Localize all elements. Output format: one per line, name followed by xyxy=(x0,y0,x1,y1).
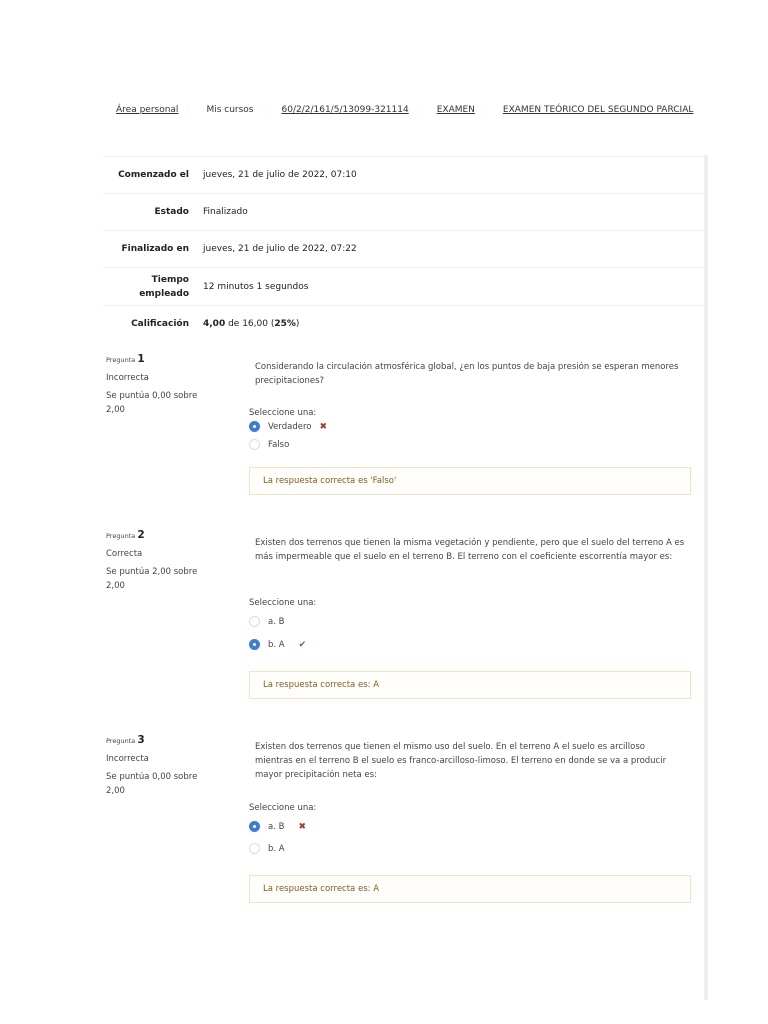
radio-unselected[interactable] xyxy=(249,616,260,627)
check-icon: ✔ xyxy=(298,639,307,650)
grade-close: ) xyxy=(295,319,300,329)
radio-selected[interactable] xyxy=(249,639,260,650)
started-label: Comenzado el xyxy=(118,170,189,180)
question-info xyxy=(106,528,206,593)
breadcrumb-course[interactable]: 60/2/2/161/5/13099-321114 xyxy=(281,105,409,115)
select-one-label: Seleccione una: xyxy=(249,408,317,418)
question-number: Pregunta 3 xyxy=(106,734,145,746)
question-number: Pregunta 1 xyxy=(106,353,145,365)
question-points: Se puntúa 2,00 sobre 2,00 xyxy=(106,567,198,591)
answer-option[interactable] xyxy=(249,421,327,432)
state-label: Estado xyxy=(154,207,189,217)
answer-option[interactable] xyxy=(249,639,306,650)
question-text: Existen dos terrenos que tienen el mismo uso del suelo. En el terreno A el suelo es arcilloso mientras en el terreno B el suelo es franco-arcilloso-limoso. El terreno en donde se va a producir mayor precipitación neta es: xyxy=(255,742,667,780)
answer-option[interactable] xyxy=(249,616,284,627)
time-value: 12 minutos 1 segundos xyxy=(203,281,309,292)
option-label: b. A xyxy=(268,639,285,650)
answer-option[interactable] xyxy=(249,821,306,832)
question-info xyxy=(106,733,206,798)
summary-row-time xyxy=(103,268,704,306)
grade-score: 4,00 xyxy=(203,319,226,329)
breadcrumb-separator xyxy=(417,102,423,118)
breadcrumb-separator xyxy=(186,102,192,118)
question-status: Incorrecta xyxy=(106,754,149,764)
breadcrumb-examen-teorico[interactable]: EXAMEN TEÓRICO DEL SEGUNDO PARCIAL xyxy=(502,105,694,115)
summary-row-started xyxy=(103,157,704,194)
correct-answer-feedback: La respuesta correcta es 'Falso' xyxy=(249,467,691,495)
grade-value xyxy=(203,319,299,329)
correct-answer-feedback: La respuesta correcta es: A xyxy=(249,671,691,699)
finished-value: jueves, 21 de julio de 2022, 07:22 xyxy=(203,244,357,254)
breadcrumb-area-personal[interactable]: Área personal xyxy=(116,105,179,115)
radio-unselected[interactable] xyxy=(249,439,260,450)
answer-option[interactable] xyxy=(249,439,289,450)
question-points: Se puntúa 0,00 sobre 2,00 xyxy=(106,772,198,796)
question-status: Incorrecta xyxy=(106,373,149,383)
radio-selected[interactable] xyxy=(249,821,260,832)
breadcrumb-separator xyxy=(262,102,268,118)
answer-option[interactable] xyxy=(249,843,285,854)
breadcrumb-mis-cursos[interactable]: Mis cursos xyxy=(206,105,254,115)
breadcrumb xyxy=(116,102,693,118)
started-value: jueves, 21 de julio de 2022, 07:10 xyxy=(203,170,357,180)
cross-icon: ✖ xyxy=(319,421,328,432)
attempt-summary-table xyxy=(103,156,704,342)
option-label: Falso xyxy=(268,439,290,450)
question-info xyxy=(106,352,206,417)
grade-of: de 16,00 ( xyxy=(225,319,275,329)
summary-row-state xyxy=(103,194,704,231)
correct-answer-feedback: La respuesta correcta es: A xyxy=(249,875,691,903)
option-label: a. B xyxy=(268,821,285,832)
select-one-label: Seleccione una: xyxy=(249,598,317,608)
radio-unselected[interactable] xyxy=(249,843,260,854)
option-label: a. B xyxy=(268,616,285,627)
question-text: Existen dos terrenos que tienen la misma vegetación y pendiente, pero que el suelo del terreno A es más impermeable que el suelo en el terreno B. El terreno con el coeficiente escorrentía mayor es: xyxy=(255,538,685,562)
state-value: Finalizado xyxy=(203,207,248,217)
grade-label: Calificación xyxy=(131,319,189,329)
summary-row-finished xyxy=(103,231,704,268)
summary-row-grade xyxy=(103,306,704,342)
radio-selected[interactable] xyxy=(249,421,260,432)
option-label: Verdadero xyxy=(268,421,312,432)
content-right-border xyxy=(704,155,708,1000)
option-label: b. A xyxy=(268,843,285,854)
breadcrumb-examen[interactable]: EXAMEN xyxy=(436,105,475,115)
cross-icon: ✖ xyxy=(298,821,306,832)
question-number: Pregunta 2 xyxy=(106,529,145,541)
time-label: Tiempo empleado xyxy=(139,274,189,299)
select-one-label: Seleccione una: xyxy=(249,803,317,813)
finished-label: Finalizado en xyxy=(121,244,189,254)
grade-percent: 25% xyxy=(274,319,296,329)
question-text: Considerando la circulación atmosférica global, ¿en los puntos de baja presión se esperan menores precipitaciones? xyxy=(255,362,679,386)
question-points: Se puntúa 0,00 sobre 2,00 xyxy=(106,391,198,415)
question-status: Correcta xyxy=(106,549,143,559)
breadcrumb-separator xyxy=(483,102,489,118)
